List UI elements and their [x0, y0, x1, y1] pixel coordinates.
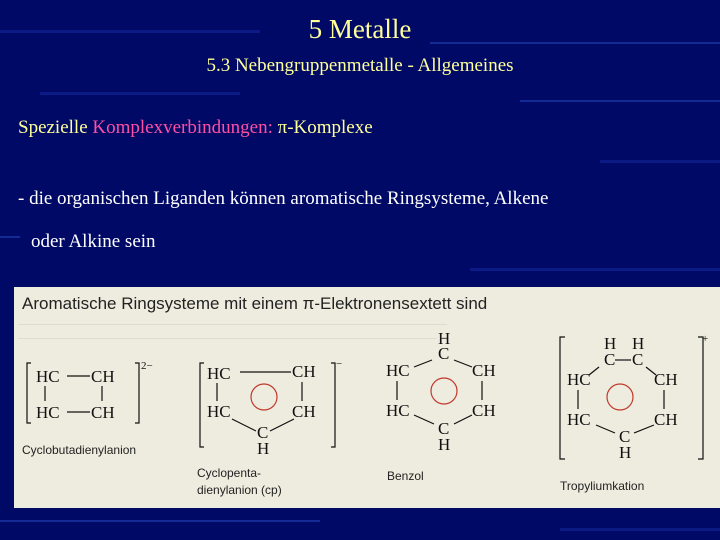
slide-subtitle: 5.3 Nebengruppenmetalle - Allgemeines — [206, 55, 514, 76]
aromatic-ring-circle — [431, 378, 457, 404]
atom-label: CH — [91, 403, 115, 422]
bracket-left — [200, 363, 204, 447]
molecule-caption: Cyclobutadienylanion — [22, 443, 137, 457]
bond — [414, 415, 434, 424]
charge-label: − — [336, 358, 343, 370]
background-streak — [40, 92, 240, 95]
bond — [634, 425, 654, 433]
background-streak — [600, 160, 720, 163]
bracket-left — [560, 337, 565, 459]
bond — [232, 419, 256, 431]
background-streak — [560, 528, 720, 531]
atom-label: HC — [207, 364, 231, 383]
atom-label: HC — [207, 402, 231, 421]
atom-label: H — [438, 329, 451, 348]
bracket-right — [135, 363, 139, 423]
background-streak — [0, 520, 320, 522]
atom-label: H — [438, 435, 451, 454]
bond — [454, 415, 472, 424]
section-heading — [18, 117, 373, 139]
atom-label: CH — [654, 410, 678, 429]
figure-title: Aromatische Ringsysteme mit einem π-Elektronensextett sind — [22, 294, 488, 313]
bracket-right — [331, 363, 335, 447]
atom-label: C — [632, 350, 644, 369]
atom-label: H — [619, 443, 632, 462]
aromatic-ring-circle — [251, 384, 277, 410]
background-streak — [0, 236, 20, 238]
molecule-benzol — [386, 329, 496, 483]
bracket-right — [698, 337, 703, 459]
atom-label: HC — [36, 367, 60, 386]
bond — [414, 360, 432, 367]
atom-label: H — [632, 334, 645, 353]
slide-title: 5 Metalle — [308, 14, 412, 44]
atom-label: CH — [472, 361, 496, 380]
molecule-cyclobutadienylanion — [22, 360, 153, 457]
bullet-line-1: - die organischen Liganden können aromatische Ringsysteme, Alkene — [18, 188, 549, 209]
molecule-caption-line-1: Cyclopenta- — [197, 466, 262, 480]
charge-label: + — [702, 333, 709, 345]
bracket-left — [27, 363, 31, 423]
molecule-cyclopentadienylanion — [197, 358, 342, 497]
atom-label: H — [604, 334, 617, 353]
atom-label: HC — [386, 401, 410, 420]
bond — [454, 360, 472, 367]
molecule-caption: Benzol — [387, 469, 424, 483]
atom-label: C — [619, 427, 631, 446]
bond — [596, 425, 615, 433]
molecule-caption-line-2: dienylanion (cp) — [197, 483, 282, 497]
molecule-caption: Tropyliumkation — [560, 479, 645, 493]
atom-label: C — [257, 423, 269, 442]
aromatic-ring-circle — [607, 384, 633, 410]
atom-label: CH — [292, 362, 316, 381]
atom-label: CH — [91, 367, 115, 386]
aromatic-rings-figure — [14, 287, 720, 508]
atom-label: CH — [472, 401, 496, 420]
atom-label: C — [438, 419, 450, 438]
bond — [270, 419, 294, 431]
heading-prefix: Spezielle — [18, 117, 93, 138]
background-streak — [520, 100, 720, 102]
ghost-text: ——————————————————————————————————————— — [18, 318, 447, 330]
atom-label: HC — [36, 403, 60, 422]
bullet-line-2: oder Alkine sein — [31, 231, 156, 252]
atom-label: C — [604, 350, 616, 369]
figure-svg — [14, 287, 720, 508]
atom-label: C — [438, 344, 450, 363]
charge-label: 2− — [141, 360, 153, 372]
atom-label: HC — [567, 410, 591, 429]
molecule-tropyliumkation — [560, 333, 708, 493]
atom-label: HC — [386, 361, 410, 380]
heading-suffix: π-Komplexe — [272, 117, 373, 138]
atom-label: CH — [654, 370, 678, 389]
atom-label: HC — [567, 370, 591, 389]
ghost-text: —————————————————————————————————————— — [18, 332, 436, 344]
atom-label: CH — [292, 402, 316, 421]
heading-highlight: Komplexverbindungen: — [92, 117, 273, 138]
background-streak — [470, 268, 720, 271]
atom-label: H — [257, 439, 270, 458]
